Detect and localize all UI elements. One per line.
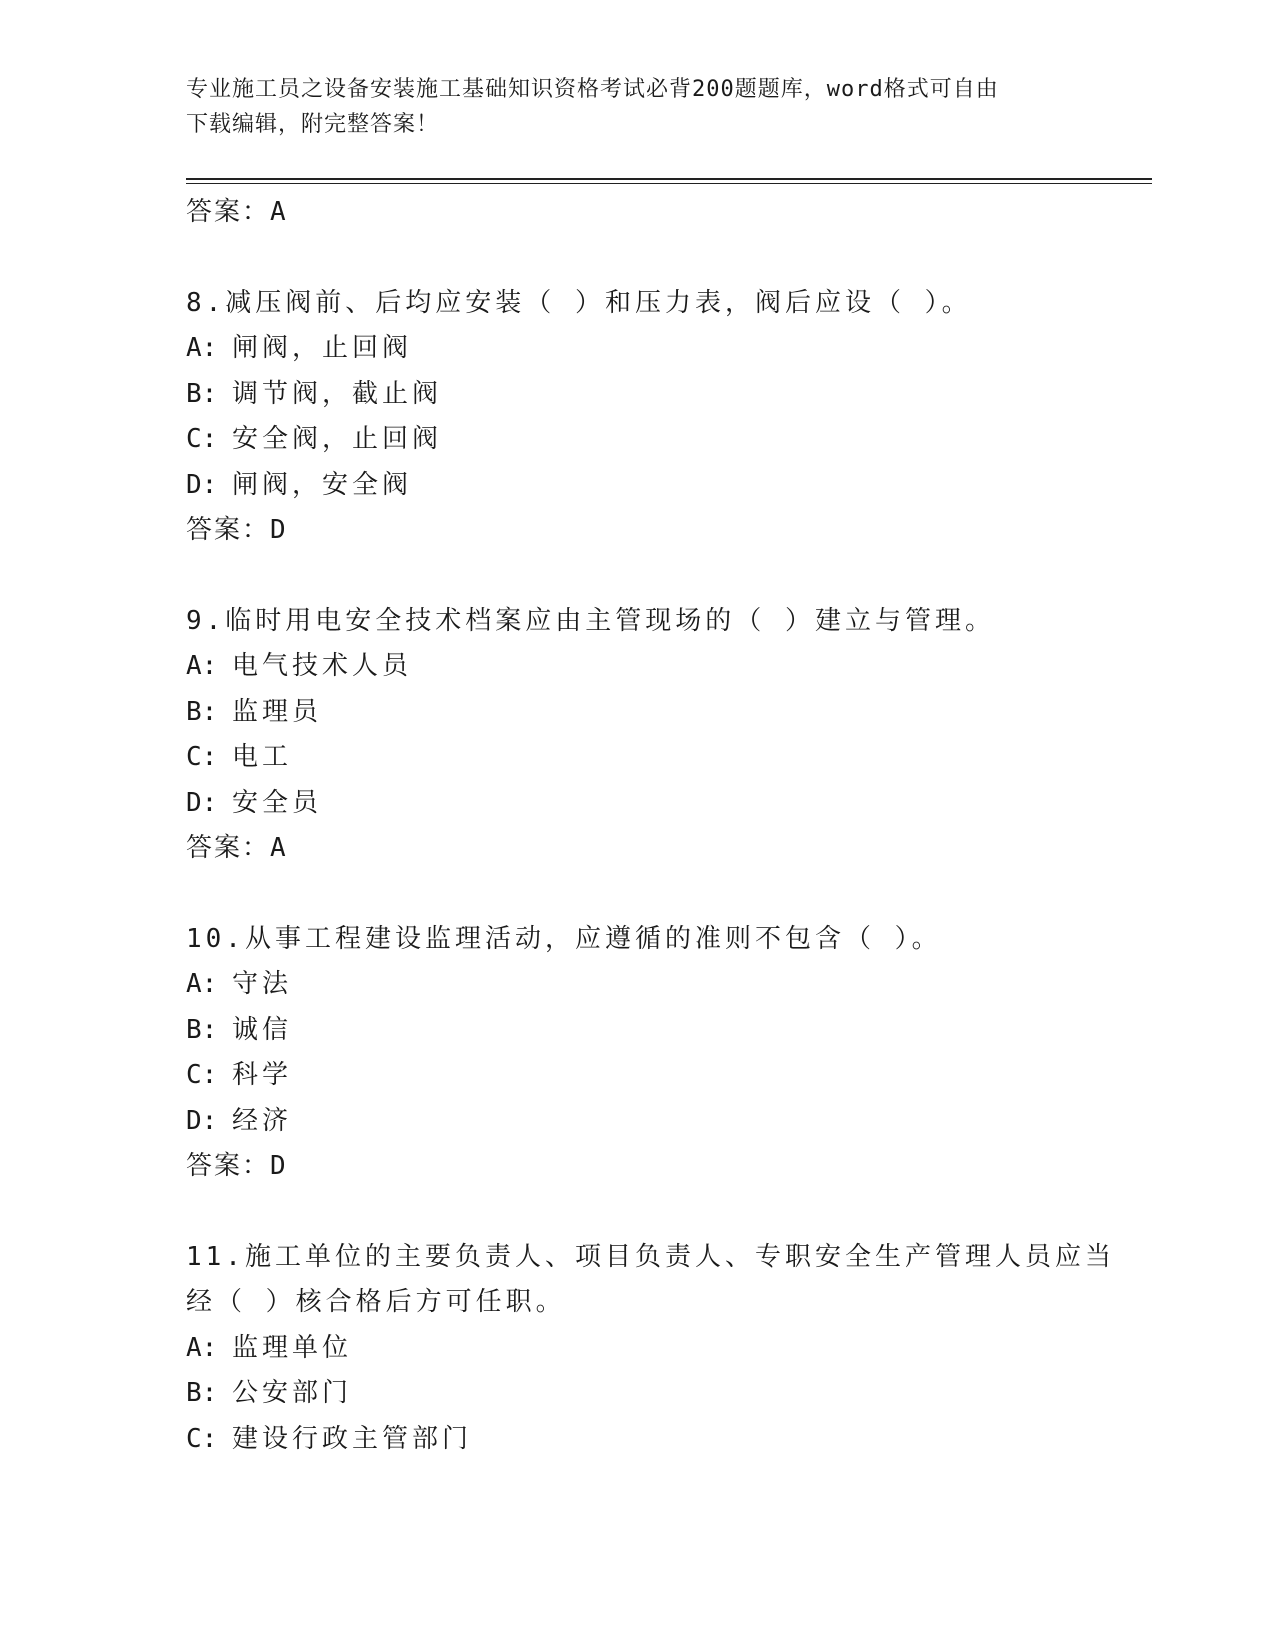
answer-value: D [270, 515, 288, 545]
question-text: 8.减压阀前、后均应安装（ ）和压力表，阀后应设（ ）。 [186, 287, 972, 318]
option-key: C: [186, 1423, 218, 1454]
option-b [186, 372, 1086, 418]
answer-line [186, 508, 1086, 554]
answer-value: D [270, 1151, 288, 1181]
option-text: 科学 [232, 1060, 293, 1090]
question-text-line-2: 经（ ）核合格后方可任职。 [186, 1287, 566, 1317]
option-key: A: [186, 1332, 218, 1363]
option-b [186, 1008, 1086, 1054]
option-d [186, 781, 1086, 827]
option-key: B: [186, 1014, 218, 1045]
answer-label: 答案： [186, 197, 271, 227]
option-key: D: [186, 1105, 218, 1136]
question-block [186, 281, 1086, 554]
option-text: 经济 [232, 1105, 293, 1136]
option-text: 闸阀，安全阀 [232, 469, 413, 500]
option-a [186, 644, 1086, 690]
option-a [186, 326, 1086, 372]
answer-line [186, 190, 1086, 236]
option-key: A: [186, 333, 218, 363]
option-text: 安全员 [232, 787, 323, 818]
option-key: D: [186, 469, 218, 500]
option-text: 电工 [232, 742, 293, 772]
option-text: 公安部门 [232, 1378, 353, 1408]
option-key: A: [186, 651, 218, 681]
option-text: 建设行政主管部门 [232, 1423, 473, 1454]
option-c [186, 417, 1086, 463]
question-list [186, 190, 1115, 1462]
option-d [186, 463, 1086, 509]
option-text: 安全阀，止回阀 [232, 424, 443, 454]
option-c [186, 735, 1086, 781]
option-text: 监理员 [232, 696, 323, 727]
question-text-line-1: 11.施工单位的主要负责人、项目负责人、专职安全生产管理人员应当 [186, 1241, 1115, 1272]
option-text: 调节阀，截止阀 [232, 378, 443, 409]
option-key: B: [186, 1378, 218, 1408]
option-text: 闸阀，止回阀 [232, 333, 413, 363]
option-key: B: [186, 696, 218, 727]
option-b [186, 690, 1086, 736]
option-key: C: [186, 1060, 218, 1090]
answer-line [186, 826, 1086, 872]
answer-label: 答案： [186, 515, 271, 545]
option-b [186, 1371, 1086, 1417]
option-text: 监理单位 [232, 1332, 353, 1363]
option-a [186, 1326, 1086, 1372]
question-block [186, 599, 1086, 872]
answer-line [186, 1144, 1086, 1190]
option-key: B: [186, 378, 218, 409]
option-text: 电气技术人员 [232, 651, 413, 681]
option-text: 诚信 [232, 1014, 293, 1045]
question-text: 9.临时用电安全技术档案应由主管现场的（ ）建立与管理。 [186, 605, 995, 636]
document-header [186, 72, 1066, 142]
option-key: C: [186, 424, 218, 454]
header-divider-thin [186, 183, 1152, 184]
option-c [186, 1053, 1086, 1099]
answer-label: 答案： [186, 833, 271, 863]
header-divider-thick [186, 178, 1152, 180]
header-line-1: 专业施工员之设备安装施工基础知识资格考试必背200题题库，word格式可自由 [186, 77, 999, 102]
answer-value: A [270, 833, 288, 863]
answer-label: 答案： [186, 1151, 271, 1181]
question-text: 10.从事工程建设监理活动，应遵循的准则不包含（ ）。 [186, 923, 942, 954]
option-key: D: [186, 787, 218, 818]
option-key: C: [186, 742, 218, 772]
option-key: A: [186, 969, 218, 999]
option-text: 守法 [232, 969, 293, 999]
option-c [186, 1417, 1086, 1463]
question-block [186, 917, 1086, 1190]
question-block [186, 1235, 1115, 1463]
option-d [186, 1099, 1086, 1145]
option-a [186, 962, 1086, 1008]
header-line-2: 下载编辑，附完整答案！ [186, 112, 440, 137]
answer-value: A [270, 197, 288, 227]
